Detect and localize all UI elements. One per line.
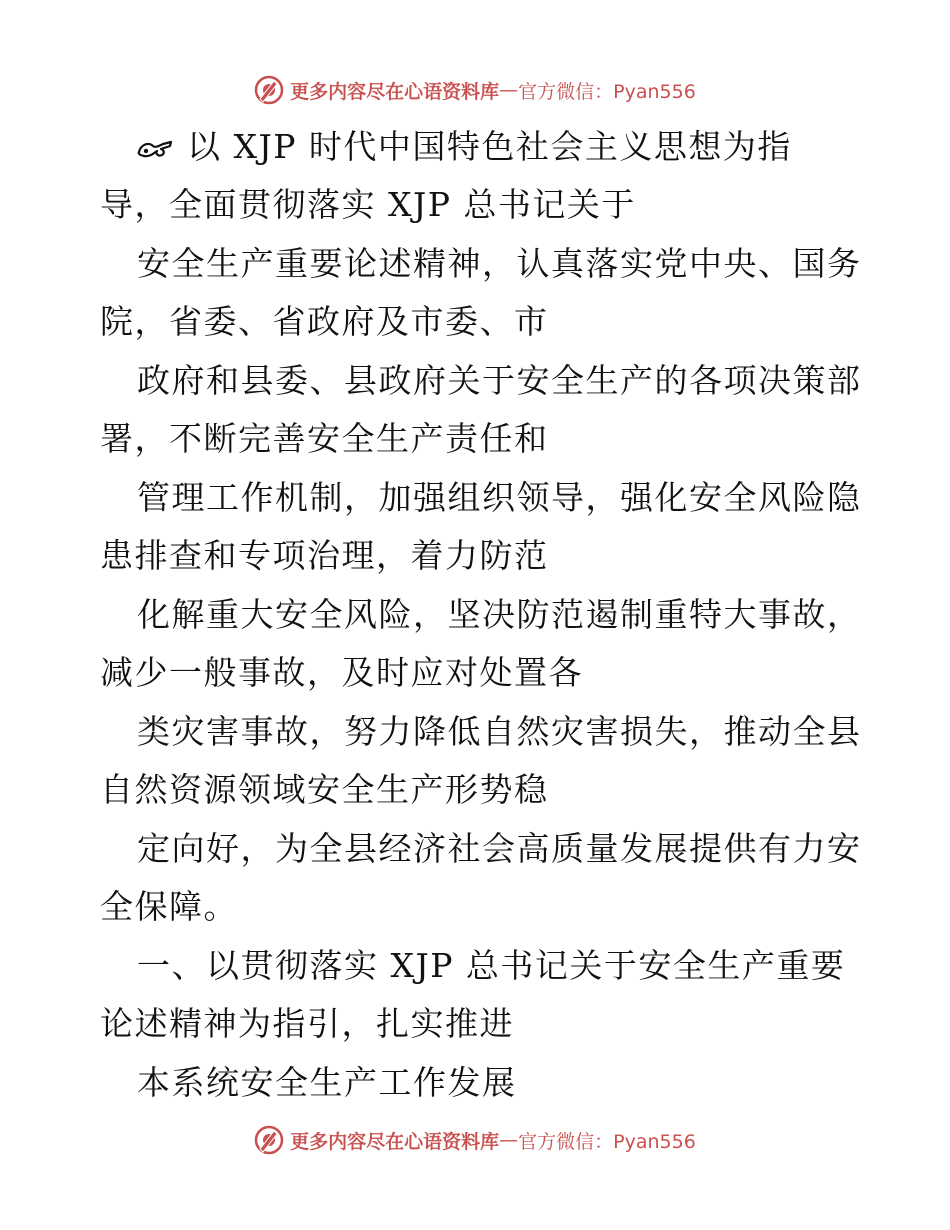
- pen-logo-icon: [254, 75, 284, 105]
- paragraph-line: 全保障。: [100, 887, 238, 926]
- paragraph-line: 定向好，为全县经济社会高质量发展提供有力安: [137, 829, 862, 868]
- paragraph-line: 患排查和专项治理，着力防范: [100, 536, 549, 575]
- paragraph-line: 院，省委、省政府及市委、市: [100, 302, 549, 341]
- banner-brand-text: 更多内容尽在心语资料库: [290, 1130, 500, 1153]
- hand-pointing-icon: [137, 138, 173, 160]
- paragraph-line: 自然资源领域安全生产形势稳: [100, 770, 549, 809]
- paragraph-line: 政府和县委、县政府关于安全生产的各项决策部: [137, 361, 862, 400]
- section-heading-line: 本系统安全生产工作发展: [137, 1063, 517, 1102]
- banner-brand-text: 更多内容尽在心语资料库: [290, 80, 500, 103]
- banner-dash: —: [499, 79, 519, 101]
- line-text: 以 XJP 时代中国特色社会主义思想为指: [187, 127, 792, 166]
- paragraph-line: 导，全面贯彻落实 XJP 总书记关于: [100, 185, 636, 224]
- paragraph-line: 类灾害事故，努力降低自然灾害损失，推动全县: [137, 712, 862, 751]
- section-heading-line: 论述精神为指引，扎实推进: [100, 1004, 514, 1043]
- paragraph-line: 减少一般事故，及时应对处置各: [100, 653, 583, 692]
- paragraph-line: 安全生产重要论述精神，认真落实党中央、国务: [137, 244, 862, 283]
- section-heading-line: 一、以贯彻落实 XJP 总书记关于安全生产重要: [137, 946, 846, 985]
- paragraph-line: 署，不断完善安全生产责任和: [100, 419, 549, 458]
- banner-official-account: 官方微信：Pyan556: [518, 1130, 696, 1153]
- pen-logo-icon: [254, 1125, 284, 1155]
- footer-banner: [0, 1123, 950, 1157]
- banner-dash: —: [499, 1129, 519, 1151]
- header-banner: [0, 73, 950, 107]
- paragraph-line: 管理工作机制，加强组织领导，强化安全风险隐: [137, 478, 862, 517]
- banner-official-account: 官方微信：Pyan556: [518, 80, 696, 103]
- paragraph-line: 化解重大安全风险，坚决防范遏制重特大事故，: [137, 595, 862, 634]
- paragraph-line: [137, 127, 792, 167]
